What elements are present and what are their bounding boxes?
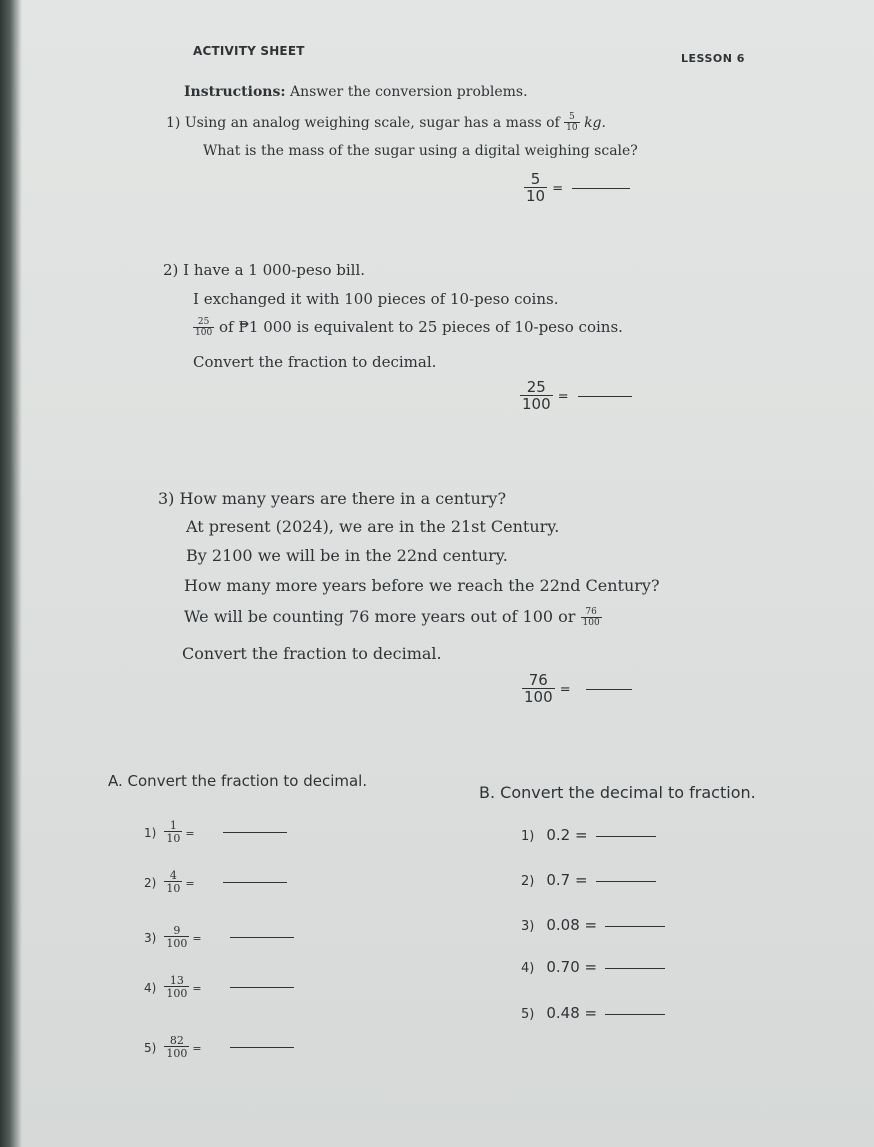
section-a-item: 5) $\frac{82}{100}$ =: [144, 1035, 294, 1059]
problem-3-line-4: How many more years before we reach the 22nd Century?: [184, 576, 660, 595]
problem-2-equation: $\frac{25}{100}$ =: [520, 380, 632, 412]
section-b-title: B. Convert the decimal to fraction.: [479, 783, 756, 802]
problem-2-line-3: $\frac{25}{100}$ of ₱1 000 is equivalent to 25 pieces of 10-peso coins.: [195, 317, 623, 338]
answer-blank-2[interactable]: [578, 395, 632, 397]
sheet-title: ACTIVITY SHEET: [193, 44, 305, 58]
section-b-answer-blank[interactable]: [605, 1013, 665, 1015]
problem-1-line-1: 1) Using an analog weighing scale, sugar has a mass of $\frac{5}{10}$ kg.: [166, 112, 606, 133]
section-b-item: 1) 0.2 =: [521, 826, 656, 844]
section-a-answer-blank[interactable]: [223, 831, 287, 833]
section-b-answer-blank[interactable]: [605, 967, 665, 969]
instructions-label: Instructions:: [184, 84, 286, 100]
instructions-text: Answer the conversion problems.: [289, 84, 528, 100]
problem-1-line-2: What is the mass of the sugar using a digital weighing scale?: [203, 143, 638, 159]
section-a-answer-blank[interactable]: [230, 936, 294, 938]
section-a-answer-blank[interactable]: [230, 986, 294, 988]
section-a-fraction: $\frac{82}{100}$: [166, 1034, 188, 1060]
problem-3-inline-fraction: $\frac{76}{100}$: [582, 606, 600, 628]
problem-3-line-5: We will be counting 76 more years out of 100 or $\frac{76}{100}$: [184, 606, 600, 628]
section-a-item: 2) $\frac{4}{10}$ =: [144, 870, 287, 894]
section-a-title: A. Convert the fraction to decimal.: [108, 772, 368, 790]
section-a-item: 4) $\frac{13}{100}$ =: [144, 975, 294, 999]
problem-3-equation: $\frac{76}{100}$ =: [522, 673, 632, 705]
problem-1-inline-fraction: $\frac{5}{10}$: [566, 112, 578, 133]
problem-1-fraction: $\frac{5}{10}$: [526, 170, 546, 205]
section-a-answer-blank[interactable]: [230, 1046, 294, 1048]
section-a-fraction: $\frac{4}{10}$: [166, 869, 181, 895]
section-b-answer-blank[interactable]: [605, 925, 665, 927]
problem-3-line-2: At present (2024), we are in the 21st Century.: [186, 517, 560, 536]
answer-blank-1[interactable]: [572, 187, 630, 189]
section-a-item: 3) $\frac{9}{100}$ =: [144, 925, 294, 949]
problem-3-line-1: 3) How many years are there in a century?: [158, 489, 507, 508]
section-b-item: 3) 0.08 =: [521, 916, 665, 934]
problem-3-fraction: $\frac{76}{100}$: [524, 671, 553, 706]
section-a-fraction: $\frac{9}{100}$: [166, 924, 188, 950]
problem-2-line-4: Convert the fraction to decimal.: [193, 353, 437, 371]
section-b-item: 5) 0.48 =: [521, 1004, 665, 1022]
problem-2-line-1: 2) I have a 1 000-peso bill.: [163, 261, 366, 279]
section-a-fraction: $\frac{1}{10}$: [166, 819, 181, 845]
problem-2-fraction: $\frac{25}{100}$: [522, 378, 551, 413]
section-b-item: 2) 0.7 =: [521, 871, 656, 889]
problem-2-line-2: I exchanged it with 100 pieces of 10-peso coins.: [193, 290, 559, 308]
problem-3-line-6: Convert the fraction to decimal.: [182, 644, 442, 663]
section-b-answer-blank[interactable]: [596, 880, 656, 882]
section-b-answer-blank[interactable]: [596, 835, 656, 837]
section-a-item: 1) $\frac{1}{10}$ =: [144, 820, 287, 844]
problem-2-inline-fraction: $\frac{25}{100}$: [195, 317, 213, 338]
section-a-fraction: $\frac{13}{100}$: [166, 974, 188, 1000]
section-a-answer-blank[interactable]: [223, 881, 287, 883]
instructions-line: [184, 84, 528, 100]
problem-1-equation: $\frac{5}{10}$ =: [524, 172, 630, 204]
problem-3-line-3: By 2100 we will be in the 22nd century.: [186, 546, 508, 565]
lesson-label: LESSON 6: [681, 52, 745, 65]
answer-blank-3[interactable]: [586, 688, 632, 690]
paper-edge-shadow: [0, 0, 22, 1147]
section-b-item: 4) 0.70 =: [521, 958, 665, 976]
